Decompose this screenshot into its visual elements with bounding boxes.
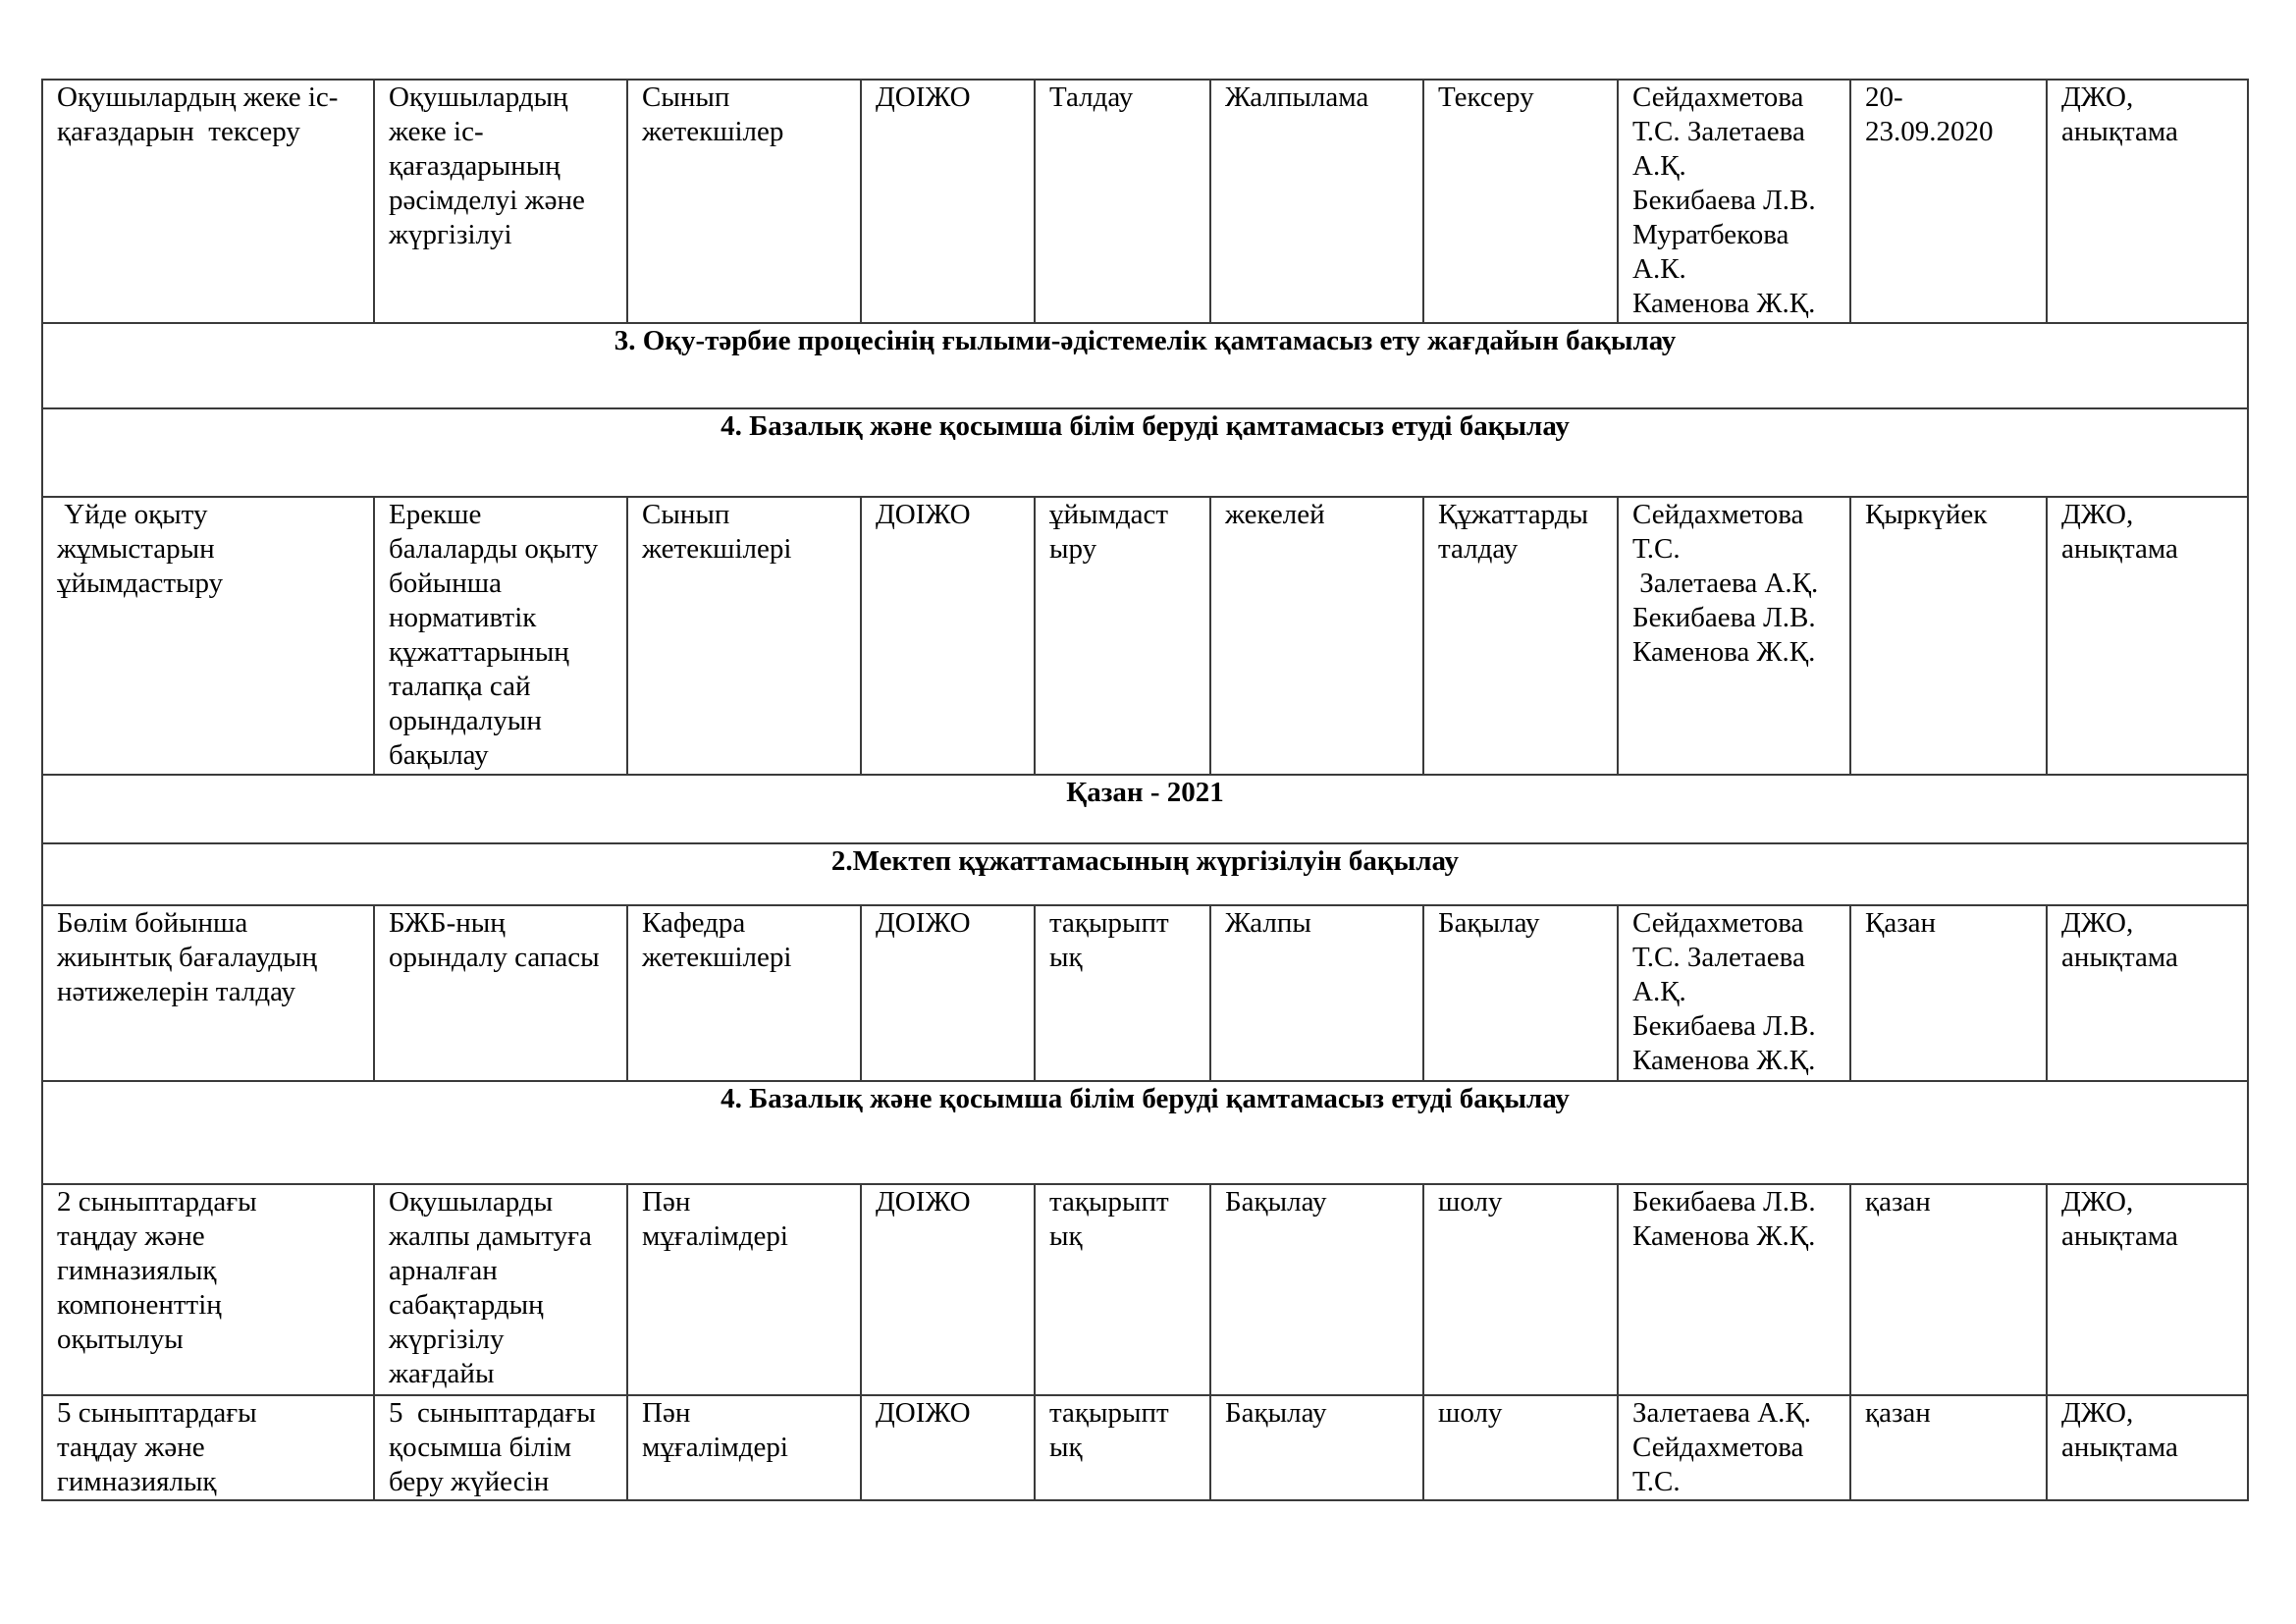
responsible-persons-cell [1618, 80, 1850, 323]
cell-text-line: қазан [1865, 1186, 1931, 1218]
control-object-cell [627, 80, 861, 323]
table-row [42, 905, 2248, 1081]
cell-text-line: Сынып [642, 499, 730, 530]
section-title: 2.Мектеп құжаттамасының жүргізілуін бақылау [42, 843, 2248, 905]
control-type-cell [861, 1395, 1035, 1500]
cell-text-line: жеке іс- [389, 116, 484, 147]
cell-text-line: Т.С. [1632, 533, 1681, 565]
cell-text-line: Бөлім бойынша [57, 907, 248, 939]
cell-text-line: жалпы дамытуға [389, 1220, 592, 1252]
cell-text-line: ық [1049, 942, 1083, 973]
cell-text-line: Т.С. [1632, 1466, 1681, 1497]
cell-text-line: бойынша [389, 568, 502, 599]
cell-text-line: ДОІЖО [876, 1397, 971, 1429]
cell-text-line: Ерекше [389, 499, 482, 530]
cell-text-line: Залетаева А.Қ. [1632, 568, 1819, 599]
cell-text-line: құжаттарының [389, 636, 569, 668]
cell-text-line: Сынып [642, 81, 730, 113]
section-title: 4. Базалық және қосымша білім беруді қамтамасыз етуді бақылау [42, 1081, 2248, 1184]
cell-text-line: нәтижелерін талдау [57, 976, 296, 1007]
cell-text-line: Қыркүйек [1865, 499, 1988, 530]
table-row [42, 80, 2248, 323]
control-goal-cell [374, 497, 627, 775]
cell-text-line: жағдайы [389, 1358, 495, 1389]
cell-text-line: талдау [1438, 533, 1519, 565]
control-goal-cell [374, 1184, 627, 1395]
section-header-row [42, 843, 2248, 905]
control-method-cell [1210, 80, 1423, 323]
deadline-cell [1850, 497, 2047, 775]
section-title: 3. Оқу-тәрбие процесінің ғылыми-әдістемелік қамтамасыз ету жағдайын бақылау [42, 323, 2248, 408]
control-topic-cell [42, 497, 374, 775]
control-plan-table [41, 79, 2249, 1501]
cell-text-line: ыру [1049, 533, 1097, 565]
section-header-row [42, 323, 2248, 408]
control-type-cell [861, 80, 1035, 323]
control-goal-cell [374, 905, 627, 1081]
control-object-cell [627, 905, 861, 1081]
cell-text-line: жетекшілері [642, 942, 792, 973]
cell-text-line: мұғалімдері [642, 1432, 788, 1463]
cell-text-line: таңдау және [57, 1220, 205, 1252]
cell-text-line: ДОІЖО [876, 81, 971, 113]
cell-text-line: Жалпы [1225, 907, 1311, 939]
control-goal-cell [374, 80, 627, 323]
control-form-cell [1035, 1184, 1210, 1395]
cell-text-line: Сейдахметова [1632, 499, 1804, 530]
cell-text-line: анықтама [2061, 1432, 2178, 1463]
cell-text-line: Т.С. Залетаева [1632, 942, 1805, 973]
cell-text-line: ДЖО, [2061, 81, 2134, 113]
cell-text-line: Тексеру [1438, 81, 1534, 113]
control-procedure-cell [1423, 905, 1618, 1081]
cell-text-line: шолу [1438, 1397, 1503, 1429]
cell-text-line: Құжаттарды [1438, 499, 1588, 530]
cell-text-line: Бақылау [1225, 1186, 1327, 1218]
cell-text-line: Каменова Ж.Қ. [1632, 636, 1816, 668]
table-row [42, 1395, 2248, 1500]
cell-text-line: ДЖО, [2061, 499, 2134, 530]
cell-text-line: жүргізілуі [389, 219, 512, 250]
cell-text-line: жетекшілер [642, 116, 784, 147]
cell-text-line: Каменова Ж.Қ. [1632, 288, 1816, 319]
cell-text-line: Бекибаева Л.В. [1632, 1186, 1816, 1218]
section-title: Қазан - 2021 [42, 775, 2248, 843]
cell-text-line: ДОІЖО [876, 907, 971, 939]
cell-text-line: оқытылуы [57, 1324, 184, 1355]
cell-text-line: 5 сыныптардағы [57, 1397, 257, 1429]
responsible-persons-cell [1618, 1184, 1850, 1395]
control-type-cell [861, 1184, 1035, 1395]
cell-text-line: 23.09.2020 [1865, 116, 1994, 147]
cell-text-line: мұғалімдері [642, 1220, 788, 1252]
cell-text-line: Бекибаева Л.В. [1632, 185, 1816, 216]
cell-text-line: ұйымдаст [1049, 499, 1169, 530]
cell-text-line: қазан [1865, 1397, 1931, 1429]
cell-text-line: Сейдахметова [1632, 81, 1804, 113]
cell-text-line: Бекибаева Л.В. [1632, 1010, 1816, 1042]
cell-text-line: таңдау және [57, 1432, 205, 1463]
cell-text-line: жетекшілері [642, 533, 792, 565]
deadline-cell [1850, 80, 2047, 323]
cell-text-line: беру жүйесін [389, 1466, 550, 1497]
cell-text-line: талапқа сай [389, 671, 531, 702]
control-topic-cell [42, 80, 374, 323]
cell-text-line: ық [1049, 1220, 1083, 1252]
cell-text-line: Қазан [1865, 907, 1937, 939]
table-body [42, 80, 2248, 1500]
cell-text-line: қосымша білім [389, 1432, 572, 1463]
cell-text-line: анықтама [2061, 942, 2178, 973]
control-object-cell [627, 1395, 861, 1500]
control-object-cell [627, 497, 861, 775]
table-row [42, 1184, 2248, 1395]
cell-text-line: Т.С. Залетаева [1632, 116, 1805, 147]
table-row [42, 497, 2248, 775]
cell-text-line: сабақтардың [389, 1289, 544, 1321]
control-form-cell [1035, 1395, 1210, 1500]
cell-text-line: орындалу сапасы [389, 942, 600, 973]
cell-text-line: анықтама [2061, 1220, 2178, 1252]
cell-text-line: ДОІЖО [876, 499, 971, 530]
cell-text-line: 2 сыныптардағы [57, 1186, 257, 1218]
responsible-persons-cell [1618, 905, 1850, 1081]
control-object-cell [627, 1184, 861, 1395]
cell-text-line: Үйде оқыту [57, 499, 208, 530]
cell-text-line: ДЖО, [2061, 1186, 2134, 1218]
control-method-cell [1210, 1184, 1423, 1395]
cell-text-line: ұйымдастыру [57, 568, 224, 599]
cell-text-line: БЖБ-ның [389, 907, 506, 939]
cell-text-line: орындалуын [389, 705, 542, 736]
cell-text-line: А.Қ. [1632, 150, 1686, 182]
cell-text-line: рәсімделуі және [389, 185, 585, 216]
control-topic-cell [42, 1184, 374, 1395]
control-procedure-cell [1423, 1395, 1618, 1500]
cell-text-line: Пән [642, 1186, 691, 1218]
control-topic-cell [42, 1395, 374, 1500]
cell-text-line: арналған [389, 1255, 498, 1286]
result-form-cell [2047, 1395, 2248, 1500]
cell-text-line: Бақылау [1225, 1397, 1327, 1429]
cell-text-line: жиынтық бағалаудың [57, 942, 318, 973]
cell-text-line: Бақылау [1438, 907, 1540, 939]
cell-text-line: 5 сыныптардағы [389, 1397, 596, 1429]
control-procedure-cell [1423, 497, 1618, 775]
control-type-cell [861, 497, 1035, 775]
section-title: 4. Базалық және қосымша білім беруді қамтамасыз етуді бақылау [42, 408, 2248, 497]
cell-text-line: А.Қ. [1632, 976, 1686, 1007]
cell-text-line: гимназиялық [57, 1466, 217, 1497]
cell-text-line: Оқушыларды [389, 1186, 554, 1218]
cell-text-line: жекелей [1225, 499, 1325, 530]
cell-text-line: Залетаева А.Қ. [1632, 1397, 1811, 1429]
cell-text-line: тақырыпт [1049, 907, 1169, 939]
control-method-cell [1210, 497, 1423, 775]
cell-text-line: ық [1049, 1432, 1083, 1463]
cell-text-line: Сейдахметова [1632, 1432, 1804, 1463]
control-procedure-cell [1423, 1184, 1618, 1395]
cell-text-line: Кафедра [642, 907, 746, 939]
cell-text-line: А.К. [1632, 253, 1686, 285]
cell-text-line: қағаздарының [389, 150, 561, 182]
cell-text-line: гимназиялық [57, 1255, 217, 1286]
cell-text-line: ДЖО, [2061, 1397, 2134, 1429]
cell-text-line: тақырыпт [1049, 1397, 1169, 1429]
result-form-cell [2047, 905, 2248, 1081]
control-method-cell [1210, 1395, 1423, 1500]
control-topic-cell [42, 905, 374, 1081]
result-form-cell [2047, 497, 2248, 775]
cell-text-line: 20- [1865, 81, 1903, 113]
control-type-cell [861, 905, 1035, 1081]
deadline-cell [1850, 1395, 2047, 1500]
cell-text-line: компоненттің [57, 1289, 222, 1321]
result-form-cell [2047, 80, 2248, 323]
deadline-cell [1850, 1184, 2047, 1395]
cell-text-line: ДЖО, [2061, 907, 2134, 939]
cell-text-line: Каменова Ж.Қ. [1632, 1220, 1816, 1252]
cell-text-line: анықтама [2061, 533, 2178, 565]
control-form-cell [1035, 80, 1210, 323]
cell-text-line: ДОІЖО [876, 1186, 971, 1218]
cell-text-line: Бекибаева Л.В. [1632, 602, 1816, 633]
cell-text-line: жұмыстарын [57, 533, 215, 565]
control-form-cell [1035, 905, 1210, 1081]
cell-text-line: жүргізілу [389, 1324, 505, 1355]
section-header-row [42, 408, 2248, 497]
cell-text-line: Каменова Ж.Қ. [1632, 1045, 1816, 1076]
cell-text-line: Муратбекова [1632, 219, 1789, 250]
section-header-row [42, 1081, 2248, 1184]
control-procedure-cell [1423, 80, 1618, 323]
cell-text-line: бақылау [389, 739, 489, 771]
cell-text-line: Талдау [1049, 81, 1134, 113]
deadline-cell [1850, 905, 2047, 1081]
cell-text-line: Пән [642, 1397, 691, 1429]
control-goal-cell [374, 1395, 627, 1500]
control-method-cell [1210, 905, 1423, 1081]
cell-text-line: анықтама [2061, 116, 2178, 147]
section-header-row [42, 775, 2248, 843]
responsible-persons-cell [1618, 497, 1850, 775]
cell-text-line: Жалпылама [1225, 81, 1369, 113]
cell-text-line: қағаздарын тексеру [57, 116, 300, 147]
cell-text-line: Оқушылардың жеке іс- [57, 81, 339, 113]
cell-text-line: Оқушылардың [389, 81, 568, 113]
cell-text-line: балаларды оқыту [389, 533, 599, 565]
result-form-cell [2047, 1184, 2248, 1395]
cell-text-line: нормативтік [389, 602, 537, 633]
control-form-cell [1035, 497, 1210, 775]
cell-text-line: тақырыпт [1049, 1186, 1169, 1218]
cell-text-line: Сейдахметова [1632, 907, 1804, 939]
responsible-persons-cell [1618, 1395, 1850, 1500]
cell-text-line: шолу [1438, 1186, 1503, 1218]
